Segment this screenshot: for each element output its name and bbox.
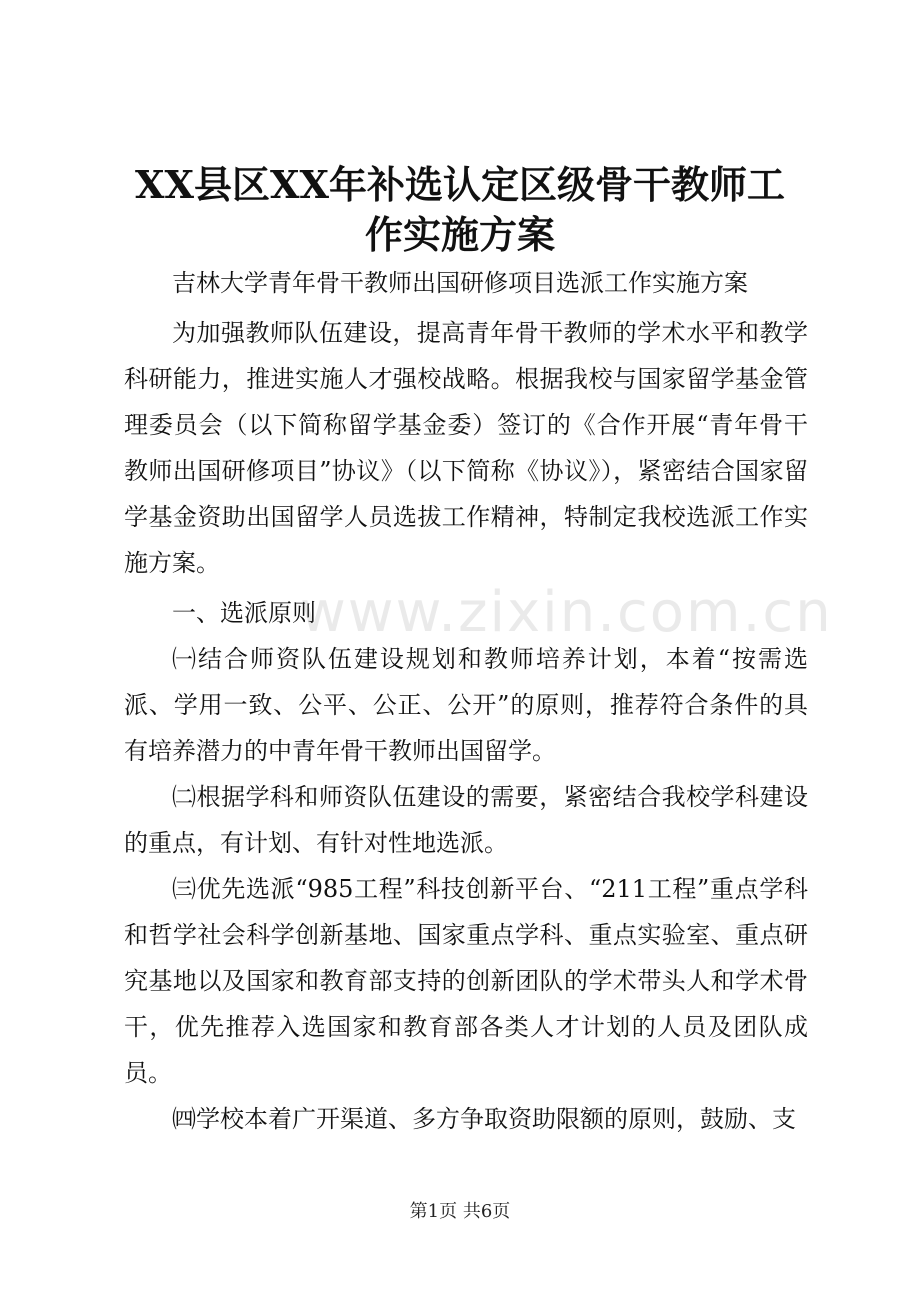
principle-paragraph-3: ㈢优先选派“985工程”科技创新平台、“211工程”重点学科和哲学社会科学创新基地、国家重点学科、重点实验室、重点研究基地以及国家和教育部支持的创新团队的学术带头人和学术骨干，优先推荐入选国家和教育部各类人才计划的人员及团队成员。 [124, 875, 808, 1087]
document-subtitle: 吉林大学青年骨干教师出国研修项目选派工作实施方案 [172, 269, 748, 297]
intro-paragraph: 为加强教师队伍建设，提高青年骨干教师的学术水平和教学科研能力，推进实施人才强校战略。根据我校与国家留学基金管理委员会（以下简称留学基金委）签订的《合作开展“青年骨干教师出国研修项目”协议》（以下简称《协议》），紧密结合国家留学基金资助出国留学人员选拔工作精神，特制定我校选派工作实施方案。 [124, 319, 808, 577]
watermark: www.zixin.com.cn [300, 580, 833, 645]
document-body [124, 310, 808, 1142]
principle-paragraph-2: ㈡根据学科和师资队伍建设的需要，紧密结合我校学科建设的重点，有计划、有针对性地选派。 [124, 783, 808, 857]
section-heading: 一、选派原则 [172, 599, 316, 627]
principle-paragraph-1: ㈠结合师资队伍建设规划和教师培养计划，本着“按需选派、学用一致、公平、公正、公开”的原则，推荐符合条件的具有培养潜力的中青年骨干教师出国留学。 [124, 645, 808, 765]
document-title: XX县区XX年补选认定区级骨干教师工作实施方案 [135, 162, 785, 257]
page-footer: 第1页 共6页 [409, 1201, 511, 1222]
principle-paragraph-4: ㈣学校本着广开渠道、多方争取资助限额的原则，鼓励、支 [172, 1105, 796, 1133]
